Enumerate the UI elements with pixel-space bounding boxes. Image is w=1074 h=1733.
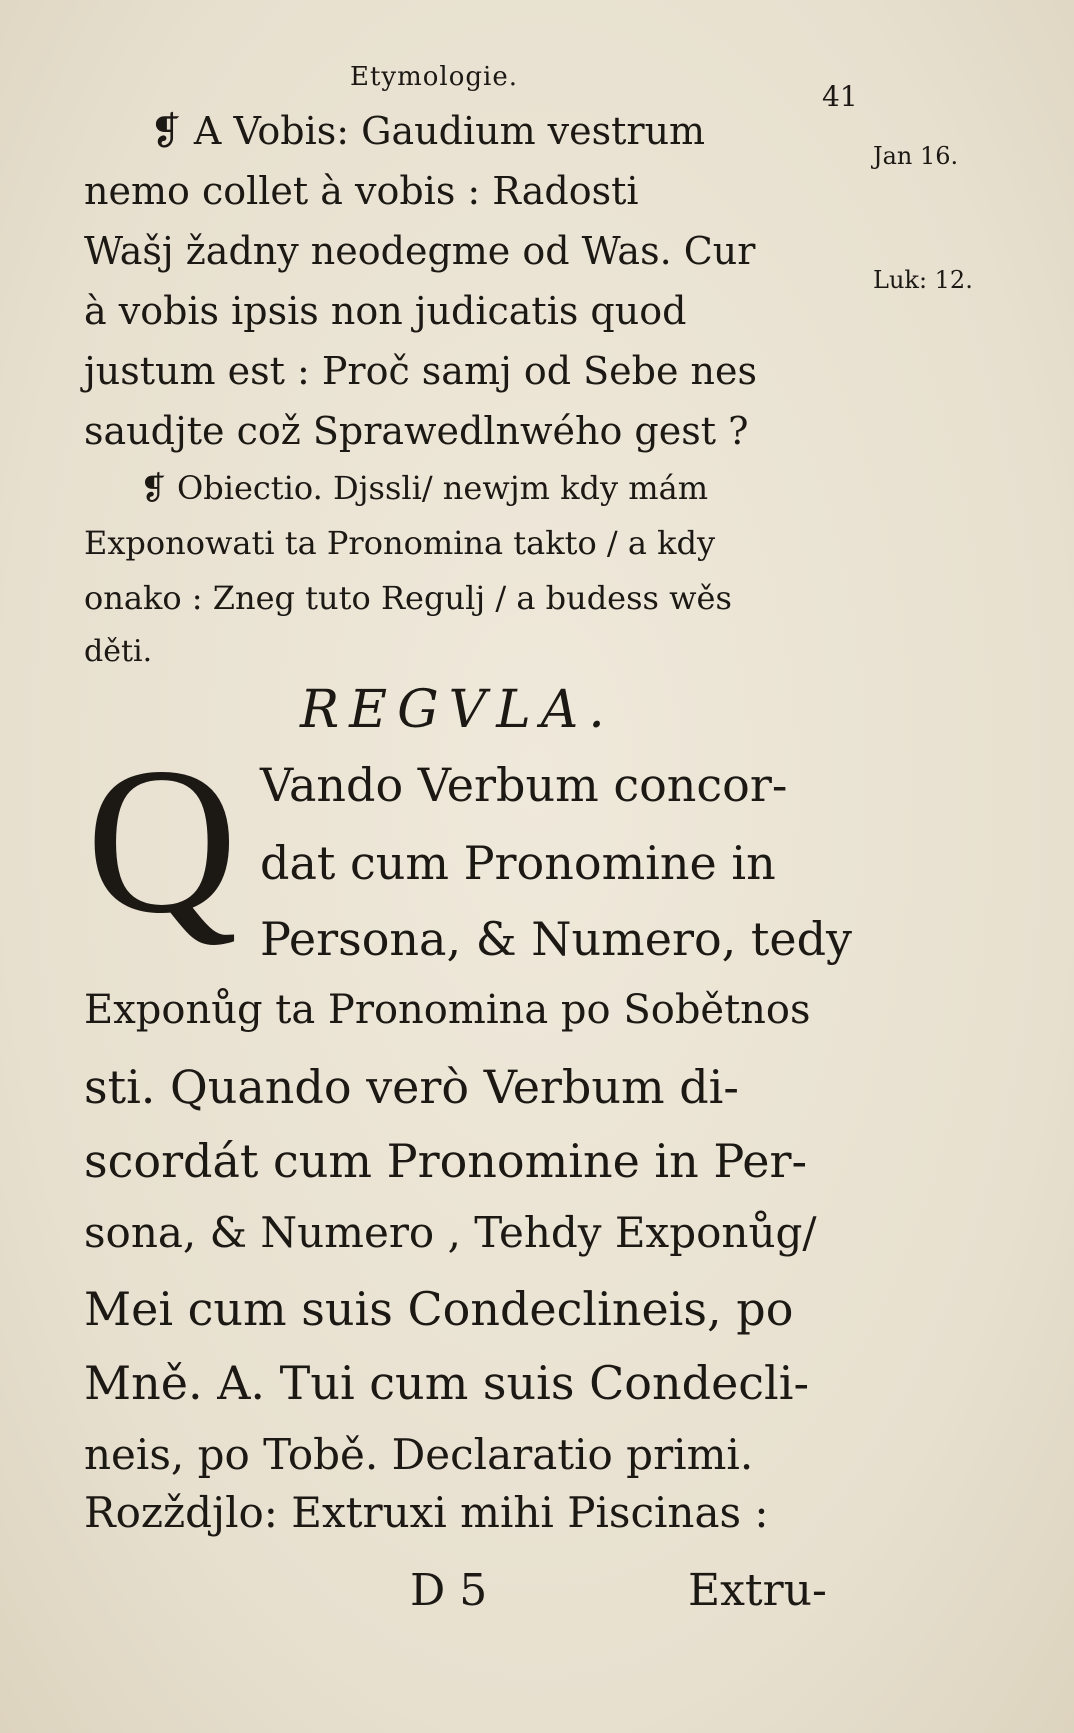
rule-line-2: dat cum Pronomine in: [260, 836, 776, 890]
rule-line-8: Mei cum suis Condeclineis, po: [84, 1282, 794, 1336]
catchword: Extru-: [688, 1565, 827, 1616]
rule-heading: REGVLA.: [300, 680, 615, 740]
rule-line-11: Rozždjlo: Extruxi mihi Piscinas :: [84, 1488, 769, 1537]
rule-line-1: Vando Verbum concor-: [260, 758, 788, 812]
drop-cap-initial: Q: [86, 725, 238, 957]
body-line-2: nemo collet à vobis : Radosti: [84, 169, 639, 213]
body-line-9: onako : Zneg tuto Regulj / a budess wěs: [84, 579, 732, 617]
rule-line-10: neis, po Tobě. Declaratio primi.: [84, 1430, 754, 1479]
body-line-8: Exponowati ta Pronomina takto / a kdy: [84, 524, 716, 562]
running-head: Etymologie.: [350, 62, 519, 92]
margin-note-2: Luk: 12.: [873, 266, 973, 294]
rule-line-7: sona, & Numero , Tehdy Exponůg/: [84, 1208, 817, 1257]
rule-line-5: sti. Quando verò Verbum di-: [84, 1060, 739, 1114]
signature-mark: D 5: [410, 1565, 488, 1616]
body-line-7: ❡ Obiectio. Djssli/ newjm kdy mám: [140, 469, 709, 507]
body-line-5: justum est : Proč samj od Sebe nes: [84, 349, 758, 393]
body-line-4: à vobis ipsis non judicatis quod: [84, 289, 687, 333]
body-line-10: děti.: [84, 634, 153, 669]
rule-line-9: Mně. A. Tui cum suis Condecli-: [84, 1356, 810, 1410]
rule-line-4: Exponůg ta Pronomina po Sobětnos: [84, 987, 811, 1033]
body-line-1: ❡ A Vobis: Gaudium vestrum: [150, 109, 706, 153]
rule-line-6: scordát cum Pronomine in Per-: [84, 1134, 808, 1188]
page-number: 41: [822, 80, 858, 113]
body-line-6: saudjte což Sprawedlnwého gest ?: [84, 409, 749, 453]
body-line-3: Wašj žadny neodegme od Was. Cur: [84, 229, 756, 273]
margin-note-1: Jan 16.: [873, 142, 959, 170]
rule-line-3: Persona, & Numero, tedy: [260, 912, 853, 966]
